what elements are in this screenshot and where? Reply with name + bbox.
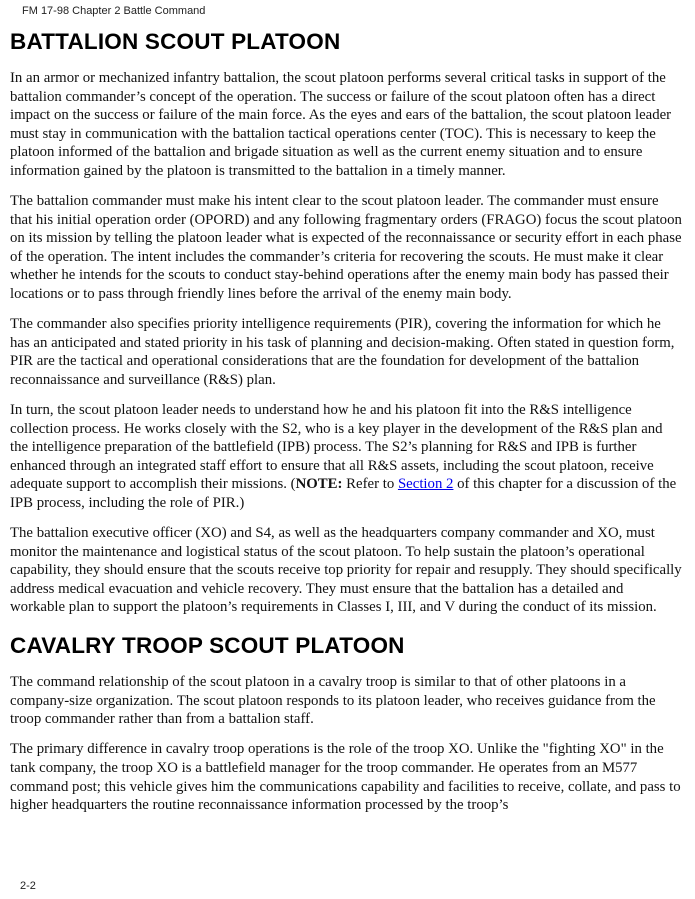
section-title-cavalry-troop-scout-platoon: CAVALRY TROOP SCOUT PLATOON [10, 633, 405, 659]
paragraph-battalion-2: The battalion commander must make his intent clear to the scout platoon leader. The commander must ensure that his initial operation order (OPORD) and any following fragmentary orders (FRAGO) focus the scout platoon on its mission by telling the platoon leader what is expected of the reconnaissance or security effort in each phase of the operation. The intent includes the commander’s criteria for recovering the scouts. He must make it clear whether he intends for the scouts to conduct stay-behind operations after the enemy main body has passed their locations or to pass through friendly lines before the arrival of the enemy main body. [10, 193, 682, 303]
page-number: 2-2 [20, 880, 36, 892]
section-title-battalion-scout-platoon: BATTALION SCOUT PLATOON [10, 29, 341, 54]
paragraph-text: In turn, the scout platoon leader needs to understand how he and his platoon fit into the R&S intelligence collection process. He works closely with the S2, who is a key player in the development of the R&S plan and the intelligence preparation of the battlefield (IPB) process. The S2’s planning for R&S and IPB is further enhanced through an integrated staff effort to ensure that all R&S assets, including the scout platoon, receive adequate support to accomplish their missions. ( [10, 402, 663, 493]
note-label: NOTE: [295, 476, 343, 493]
paragraph-cavalry-2: The primary difference in cavalry troop operations is the role of the troop XO. Unlike the "fighting XO" in the tank company, the troop XO is a battlefield manager for the troop commander. He operates from an M577 command post; this vehicle gives him the communications capability and facilities to receive, collate, and pass to higher headquarters the routine reconnaissance information processed by the troop’s [10, 741, 681, 814]
paragraph-text: of this chapter for a discussion of the IPB process, including the role of PIR.) [10, 476, 677, 511]
paragraph-text: Refer to [342, 476, 398, 493]
section-2-link[interactable]: Section 2 [397, 476, 454, 493]
paragraph-battalion-3: The commander also specifies priority intelligence requirements (PIR), covering the information for which he has an anticipated and stated priority in his task of planning and decision-making. Often stated in question form, PIR are the tactical and operational considerations that are the foundation for development of the battalion reconnaissance and surveillance (R&S) plan. [10, 316, 675, 388]
paragraph-battalion-4 [10, 401, 682, 513]
paragraph-battalion-1: In an armor or mechanized infantry battalion, the scout platoon performs several critical tasks in support of the battalion commander’s concept of the operation. The success or failure of the scout platoon often has a direct impact on the success or failure of the main force. As the eyes and ears of the battalion, the scout platoon leader must stay in communication with the battalion tactical operations center (TOC). This is necessary to keep the platoon informed of the battalion and brigade situation as well as the current enemy situation and to ensure information gained by the platoon is transmitted to the battalion in a timely manner. [10, 70, 672, 179]
paragraph-cavalry-1: The command relationship of the scout platoon in a cavalry troop is similar to that of other platoons in a company-size organization. The scout platoon responds to its platoon leader, who receives guidance from the troop commander rather than from a battalion staff. [10, 674, 656, 728]
document-reference-header: FM 17-98 Chapter 2 Battle Command [22, 5, 206, 17]
paragraph-battalion-5: The battalion executive officer (XO) and S4, as well as the headquarters company commander and XO, must monitor the maintenance and logistical status of the scout platoon. To help sustain the platoon’s operational capability, they should ensure that the scouts receive top priority for repair and resupply. They should specifically address medical evacuation and vehicle recovery. They must ensure that the battalion has a detailed and workable plan to support the platoon’s requirements in Classes I, III, and V during the conduct of its mission. [10, 525, 682, 616]
